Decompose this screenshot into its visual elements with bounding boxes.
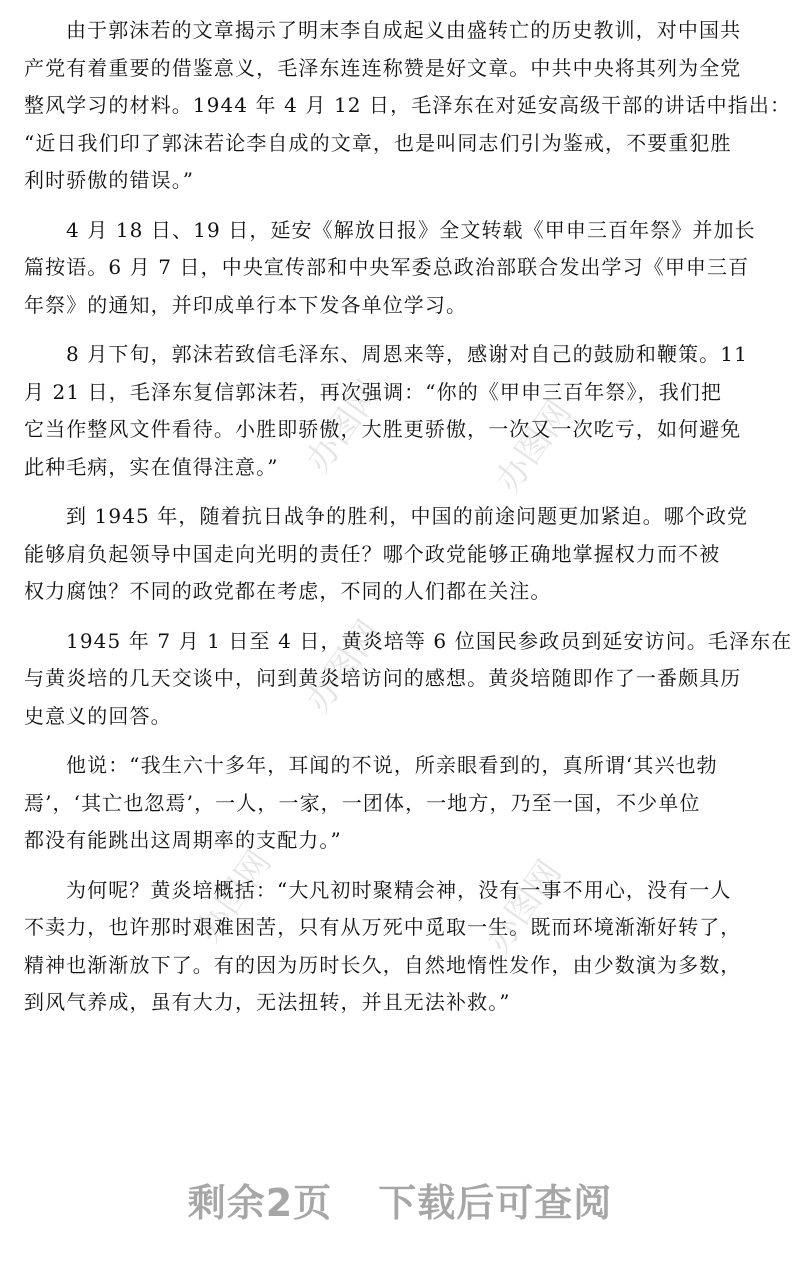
text-line: 年祭》的通知，并印成单行本下发各单位学习。 — [24, 292, 468, 317]
text-line: 与黄炎培的几天交谈中，问到黄炎培访问的感想。黄炎培随即作了一番颇具历 — [24, 666, 742, 690]
download-prompt[interactable] — [0, 1172, 800, 1227]
text-line: 8 月下旬，郭沫若致信毛泽东、周恩来等，感谢对自己的鼓励和鞭策。11 — [66, 342, 748, 366]
text-line: 4 月 18 日、19 日，延安《解放日报》全文转载《甲申三百年祭》并加长 — [66, 217, 756, 242]
remaining-pages-label: 剩余2页 — [187, 1181, 333, 1225]
text-line: 史意义的回答。 — [24, 703, 172, 728]
document-body — [24, 12, 793, 1034]
text-line: 到风气养成，虽有大力，无法扭转，并且无法补救。” — [24, 990, 511, 1014]
paragraph-5 — [24, 623, 793, 736]
text-line: 利时骄傲的错误。” — [24, 168, 195, 192]
text-line: 不卖力，也许那时艰难困苦，只有从万死中觅取一生。既而环境渐渐好转了， — [24, 915, 742, 939]
text-line: 1945 年 7 月 1 日至 4 日，黄炎培等 6 位国民参政员到延安访问。毛泽东在 — [66, 628, 793, 653]
text-line: 权力腐蚀？不同的政党都在考虑，不同的人们都在关注。 — [24, 579, 552, 603]
watermark: 办图网 — [478, 853, 570, 960]
paragraph-3 — [24, 336, 748, 486]
text-line: 此种毛病，实在值得注意。” — [24, 454, 279, 479]
text-line: 由于郭沫若的文章揭示了明末李自成起义由盛转亡的历史教训，对中国共 — [66, 18, 742, 42]
download-hint-label: 下载后可查阅 — [378, 1181, 613, 1225]
watermark: 办图网 — [188, 843, 280, 950]
watermark: 办图网 — [298, 613, 390, 720]
text-line: 他说：“我生六十多年，耳闻的不说，所亲眼看到的，真所谓‘其兴也勃 — [66, 753, 718, 777]
text-line: 焉’，‘其亡也忽焉’，一人，一家，一团体，一地方，乃至一国，不少单位 — [24, 790, 701, 815]
text-line: 产党有着重要的借鉴意义，毛泽东连连称赞是好文章。中共中央将其列为全党 — [24, 55, 742, 80]
paragraph-6 — [24, 747, 744, 860]
text-line: 为何呢？黄炎培概括：“大凡初时聚精会神，没有一事不用心，没有一人 — [66, 877, 732, 902]
text-line: 篇按语。6 月 7 日，中央宣传部和中央军委总政治部联合发出学习《甲申三百 — [24, 255, 750, 279]
watermark: 办图网 — [488, 393, 580, 500]
text-line: 精神也渐渐放下了。有的因为历时长久，自然地惰性发作，由少数演为多数， — [24, 952, 742, 977]
text-line: 整风学习的材料。1944 年 4 月 12 日，毛泽东在对延安高级干部的讲话中指出： — [24, 93, 792, 117]
text-line: 它当作整风文件看待。小胜即骄傲，大胜更骄傲，一次又一次吃亏，如何避免 — [24, 417, 742, 441]
watermark: 办图网 — [298, 373, 390, 480]
paragraph-4 — [24, 498, 749, 611]
text-line: “近日我们印了郭沫若论李自成的文章，也是叫同志们引为鉴戒，不要重犯胜 — [24, 130, 732, 155]
paragraph-2 — [24, 212, 756, 325]
text-line: 月 21 日，毛泽东复信郭沫若，再次强调：“你的《甲申三百年祭》，我们把 — [24, 379, 722, 404]
text-line: 能够肩负起领导中国走向光明的责任？哪个政党能够正确地掌握权力而不被 — [24, 541, 721, 566]
paragraph-7 — [24, 872, 744, 1022]
text-line: 都没有能跳出这周期率的支配力。” — [24, 828, 342, 852]
text-line: 到 1945 年，随着抗日战争的胜利，中国的前途问题更加紧迫。哪个政党 — [66, 504, 749, 528]
paragraph-1 — [24, 12, 792, 200]
